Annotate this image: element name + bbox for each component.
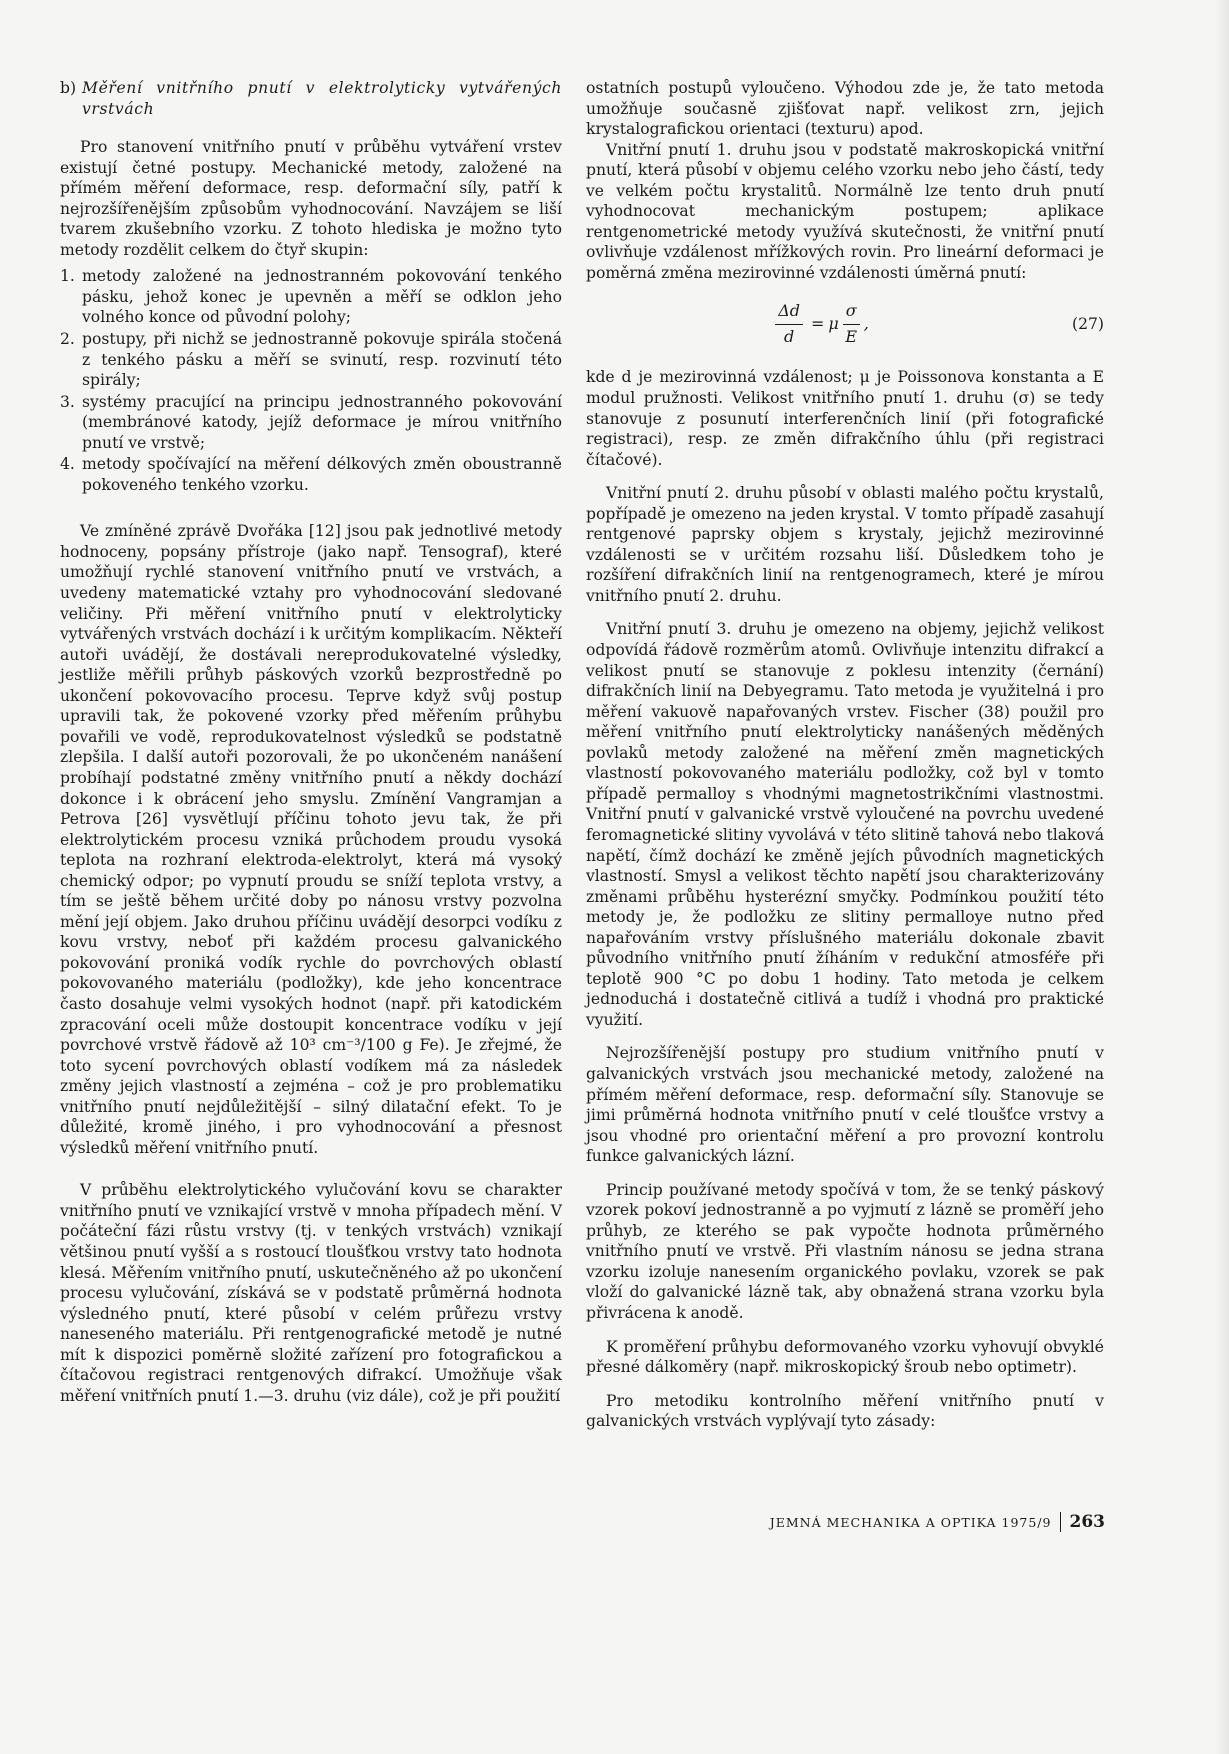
paragraph: Vnitřní pnutí 2. druhu působí v oblasti malého počtu krystalů, popřípadě je omezeno na jeden krystal. V tomto případě zasahují rentgenové paprsky objem s krystaly, jejichž mezirovinné vzdálenosti se v určitém rozsahu liší. Důsledkem toho je rozšíření difrakčních linií na rentgenogramech, které je mírou vnitřního pnutí 2. druhu. (586, 484, 1104, 605)
fraction-left (775, 301, 803, 347)
list-number: 2. (60, 330, 75, 349)
equation-number: (27) (1071, 315, 1104, 334)
paragraph: Ve zmíněné zprávě Dvořáka [12] jsou pak jednotlivé metody hodnoceny, popsány přístroje (jako např. Tensograf), které umožňují rychlé stanovení vnitřního pnutí ve vrstvách, a uvedeny matematické vztahy pro vyhodnocování sledované veličiny. Při měření vnitřního pnutí v elektrolyticky vytvářených vrstvách dochází i k určitým komplikacím. Někteří autoři uvádějí, že dostávali nereprodukovatelné výsledky, jestliže měřili průhyb páskových vzorků bezprostředně po ukončení pokovovacího procesu. Teprve když svůj postup upravili tak, že pokovené vzorky před měřením průhybu povařili ve vodě, reprodukovatelnost výsledků se podstatně zlepšila. I další autoři pozorovali, že po ukončeném nanášení probíhají podstatné změny vnitřního pnutí a někdy dochází dokonce i k obrácení jeho smyslu. Zmínění Vangramjan a Petrova [26] vysvětlují příčinu tohoto jevu tak, že při elektrolytickém procesu vzniká průchodem proudu vysoká teplota na rozhraní elektroda-elektrolyt, která má vysoký chemický odpor; po vypnutí proudu se sníží teplota vrstvy, a tím se ještě během určité doby po nánosu vrstvy pozvolna mění její objem. Jako druhou příčinu uvádějí desorpci vodíku z kovu vrstvy, neboť při každém procesu galvanického pokovování proniká vodík rychle do povrchových oblastí pokovovaného materiálu (podložky), kde jeho koncentrace často dosahuje velmi vysokých hodnot (např. při katodickém zpracování oceli může dostoupit koncentrace vodíku v její povrchové vrstvě řádově až 10³ cm⁻³/100 g Fe). Je zřejmé, že toto sycení povrchových oblastí vodíkem má za následek změny jejich vlastností a zejména – což je pro problematiku vnitřního pnutí nejdůležitější – silný dilatační efekt. To je důležité, kromě jiného, i pro vyhodnocování a přesnost výsledků měření vnitřního pnutí. (60, 522, 562, 1157)
denominator-e: E (845, 326, 858, 346)
list-text: metody založené na jednostranném pokovování tenkého pásku, jehož konec je upevněn a měří se odklon jeho volného konce od původní polohy; (82, 267, 562, 327)
equation-comma: , (863, 314, 869, 334)
page-number: 263 (1069, 1512, 1105, 1532)
left-column (60, 78, 562, 1406)
equation-27 (586, 287, 1104, 361)
list-number: 4. (60, 455, 75, 474)
list-item (60, 329, 562, 391)
page-footer (770, 1512, 1105, 1532)
list-text: postupy, při nichž se jednostranně pokovuje spirála stočená z tenkého pásku a měří se svinutí, resp. rozvinutí této spirály; (82, 330, 562, 390)
list-item (60, 266, 562, 328)
paragraph: Vnitřní pnutí 3. druhu je omezeno na objemy, jejichž velikost odpovídá řádově rozměrům atomů. Ovlivňuje intenzitu difrakcí a velikost pnutí se stanovuje z poklesu intenzity (černání) difrakčních linií na Debyegramu. Tato metoda je využitelná i pro měření vakuově napařovaných vrstev. Fischer (38) použil pro měření vnitřního pnutí elektrolyticky nanášených měděných povlaků metody založené na měření změn magnetických vlastností pokovovaného materiálu podložky, což byl v tomto případě permalloy s vhodnými magnetostrikčními vlastnostmi. Vnitřní pnutí v galvanické vrstvě vyloučené na povrchu uvedené feromagnetické slitiny vyvolává v této slitině tahová nebo tlaková napětí, čímž dochází ke změně jejích původních magnetických vlastností. Smysl a velikost těchto napětí jsou charakterizovány změnami průběhu hysterézní smyčky. Podmínkou použití této metody je, že podložku ze slitiny permalloye nutno před napařováním vrstvy příslušného materiálu dokonale zbavit původního vnitřního pnutí žíháním v redukční atmosféře při teplotě 900 °C po dobu 1 hodiny. Tato metoda je celkem jednoduchá i dostatečně citlivá a tudíž i vhodná pro praktické využití. (586, 620, 1104, 1029)
method-list (60, 266, 562, 495)
denominator-d: d (783, 326, 795, 346)
intro-paragraph: Pro stanovení vnitřního pnutí v průběhu vytváření vrstev existují četné postupy. Mechanické metody, založené na přímém měření deformace, resp. deformační síly, patří k nejrozšířenějším způsobům vyhodnocování. Navzájem se liší tvarem zkušebního vzorku. Z tohoto hlediska je možno tyto metody rozdělit celkem do čtyř skupin: (60, 138, 562, 259)
paragraph: Nejrozšířenější postupy pro studium vnitřního pnutí v galvanických vrstvách jsou mechanické metody, založené na přímém měření deformace, resp. deformační síly. Stanovuje se jimi průměrná hodnota vnitřního pnutí v celé tloušťce vrstvy a jsou vhodné pro orientační měření a pro provozní kontrolu funkce galvanických lázní. (586, 1044, 1104, 1166)
paragraph: V průběhu elektrolytického vylučování kovu se charakter vnitřního pnutí ve vznikající vrstvě v mnoha případech mění. V počáteční fázi růstu vrstvy (tj. v tenkých vrstvách) vznikají většinou pnutí vyšší a s rostoucí tloušťkou vrstvy tato hodnota klesá. Měřením vnitřního pnutí, uskutečněného až po ukončení procesu vylučování, získává se v podstatě průměrná hodnota výsledného pnutí, které působí v celém průřezu vrstvy naneseného materiálu. Při rentgenografické metodě je nutné mít k dispozici poměrně složité zařízení pro fotografickou a čítačovou registraci rentgenových difrakcí. Umožňuje však měření vnitřních pnutí 1.—3. druhu (viz dále), což je při použití (60, 1181, 562, 1405)
paragraph: K proměření průhybu deformovaného vzorku vyhovují obvyklé přesné dálkoměry (např. mikroskopický šroub nebo optimetr). (586, 1337, 1104, 1377)
paragraph: Pro metodiku kontrolního měření vnitřního pnutí v galvanických vrstvách vyplývají tyto zásady: (586, 1391, 1104, 1431)
footer-divider (1060, 1512, 1061, 1532)
equals-sign: = (810, 314, 825, 334)
list-text: metody spočívající na měření délkových změn oboustranně pokoveného tenkého vzorku. (82, 455, 562, 494)
section-heading (60, 78, 562, 119)
page-edge-shadow (1215, 0, 1229, 1754)
numerator-sigma: σ (843, 301, 860, 325)
list-item (60, 392, 562, 454)
paragraph: Vnitřní pnutí 1. druhu jsou v podstatě makroskopická vnitřní pnutí, která působí v objemu celého vzorku nebo jeho částí, tedy ve velkém počtu krystalitů. Normálně lze tento druh pnutí vyhodnocovat mechanickým postupem; aplikace rentgenometrické metody využívá skutečnosti, že vnitřní pnutí ovlivňuje vzdálenost mřížkových rovin. Pro lineární deformaci je poměrná změna mezirovinné vzdálenosti úměrná pnutí: (586, 140, 1104, 282)
mu-symbol: μ (828, 314, 839, 334)
section-title: Měření vnitřního pnutí v elektrolyticky vytvářených vrstvách (82, 79, 562, 118)
fraction-right (843, 301, 860, 347)
section-letter: b) (60, 79, 77, 97)
equation-body (586, 301, 1054, 347)
right-column (586, 78, 1104, 1432)
list-number: 1. (60, 267, 75, 286)
list-text: systémy pracující na principu jednostranného pokovování (membránové katody, jejíž deformace je mírou vnitřního pnutí ve vrstvě; (82, 392, 562, 452)
journal-name: JEMNÁ MECHANIKA A OPTIKA 1975/9 (769, 1514, 1052, 1530)
list-item (60, 454, 562, 495)
numerator-delta-d: Δd (775, 301, 803, 325)
list-number: 3. (60, 392, 75, 411)
paragraph: Princip používané metody spočívá v tom, že se tenký páskový vzorek pokoví jednostranně a po vyjmutí z lázně se proměří jeho průhyb, ze kterého se pak vypočte hodnota průměrného vnitřního pnutí ve vrstvě. Při vlastním nánosu se jedna strana vzorku izoluje nanesením organického povlaku, vzorek se pak vloží do galvanické lázně tak, aby obnažená strana vzorku byla přivrácena k anodě. (586, 1180, 1104, 1322)
paragraph: kde d je mezirovinná vzdálenost; μ je Poissonova konstanta a E modul pružnosti. Velikost vnitřního pnutí 1. druhu (σ) se tedy stanovuje z posunutí interferenčních linií (při fotografické registraci), resp. ze změn difrakčního úhlu (při registraci čítačové). (586, 368, 1104, 469)
paragraph: ostatních postupů vyloučeno. Výhodou zde je, že tato metoda umožňuje současně zjišťovat např. velikost zrn, jejich krystalografickou orientaci (texturu) apod. (586, 79, 1104, 139)
